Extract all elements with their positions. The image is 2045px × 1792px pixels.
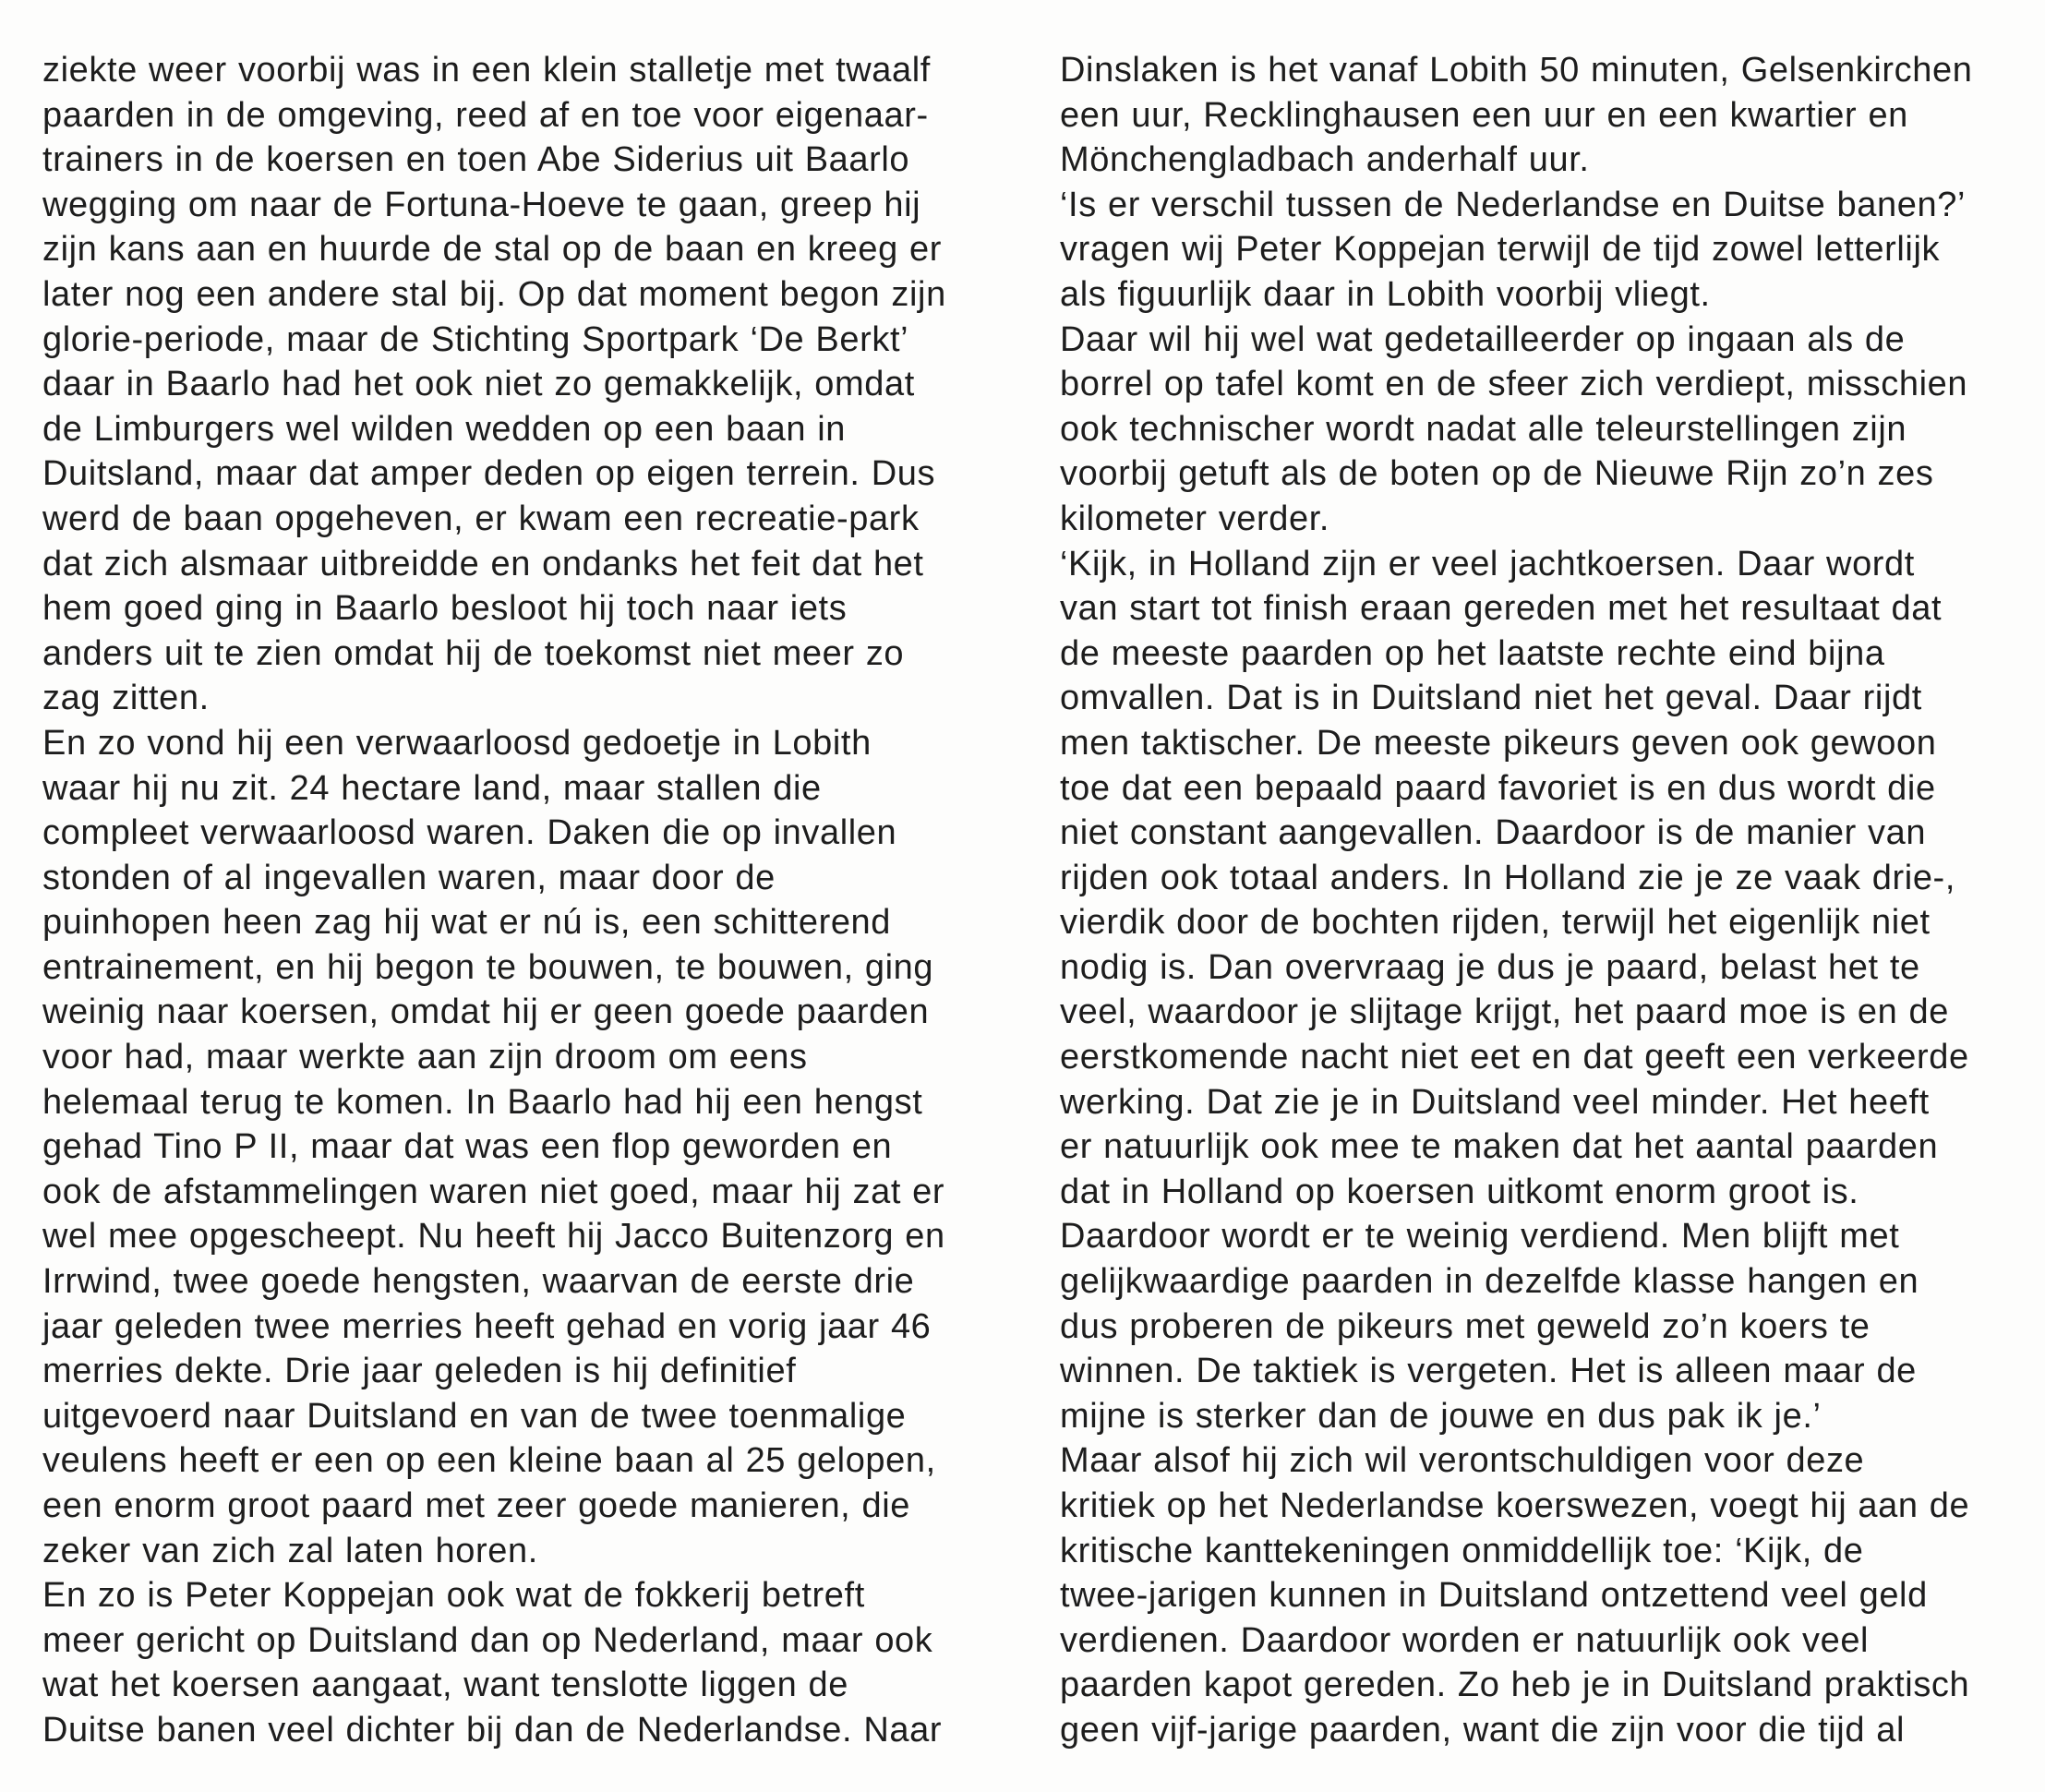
text-line: ziekte weer voorbij was in een klein stalletje met twaalf bbox=[42, 51, 931, 90]
text-line: uitgevoerd naar Duitsland en van de twee toenmalige bbox=[42, 1396, 907, 1436]
text-line: van start tot finish eraan gereden met het resultaat dat bbox=[1060, 589, 1943, 629]
text-line: men taktischer. De meeste pikeurs geven ook gewoon bbox=[1060, 723, 1937, 763]
text-line: entrainement, en hij begon te bouwen, te bouwen, ging bbox=[42, 947, 934, 987]
text-line: paarden kapot gereden. Zo heb je in Duitsland praktisch bbox=[1060, 1666, 1970, 1705]
text-line: daar in Baarlo had het ook niet zo gemakkelijk, omdat bbox=[42, 365, 915, 404]
text-line: Daardoor wordt er te weinig verdiend. Men blijft met bbox=[1060, 1217, 1900, 1257]
text-line: toe dat een bepaald paard favoriet is en dus wordt die bbox=[1060, 768, 1936, 808]
text-line: wel mee opgescheept. Nu heeft hij Jacco Buitenzorg en bbox=[42, 1217, 945, 1257]
text-line: een uur, Recklinghausen een uur en een kwartier en bbox=[1060, 95, 1908, 135]
text-line: zijn kans aan en huurde de stal op de baan en kreeg er bbox=[42, 230, 942, 270]
text-line: Irrwind, twee goede hengsten, waarvan de eerste drie bbox=[42, 1262, 915, 1302]
text-line: En zo vond hij een verwaarloosd gedoetje in Lobith bbox=[42, 723, 872, 763]
text-line: Dinslaken is het vanaf Lobith 50 minuten, Gelsenkirchen bbox=[1060, 51, 1973, 90]
text-line: gehad Tino P II, maar dat was een flop geworden en bbox=[42, 1127, 893, 1167]
text-line: de Limburgers wel wilden wedden op een baan in bbox=[42, 409, 847, 449]
text-line: winnen. De taktiek is vergeten. Het is alleen maar de bbox=[1060, 1352, 1917, 1391]
text-line: werd de baan opgeheven, er kwam een recreatie-park bbox=[42, 499, 920, 538]
text-line: paarden in de omgeving, reed af en toe voor eigenaar- bbox=[42, 95, 929, 135]
text-line: mijne is sterker dan de jouwe en dus pak ik je.’ bbox=[1060, 1396, 1822, 1436]
text-line: Mönchengladbach anderhalf uur. bbox=[1060, 140, 1590, 180]
text-line: En zo is Peter Koppejan ook wat de fokkerij betreft bbox=[42, 1576, 865, 1616]
text-line: weinig naar koersen, omdat hij er geen goede paarden bbox=[42, 992, 930, 1032]
text-line: voorbij getuft als de boten op de Nieuwe Rijn zo’n zes bbox=[1060, 454, 1934, 494]
text-line: rijden ook totaal anders. In Holland zie je ze vaak drie-, bbox=[1060, 858, 1955, 897]
right-text-column bbox=[1060, 48, 2039, 1753]
text-line: compleet verwaarloosd waren. Daken die op invallen bbox=[42, 813, 897, 853]
text-line: veulens heeft er een op een kleine baan al 25 gelopen, bbox=[42, 1441, 936, 1481]
text-line: kritische kanttekeningen onmiddellijk toe: ‘Kijk, de bbox=[1060, 1531, 1864, 1570]
text-line: merries dekte. Drie jaar geleden is hij definitief bbox=[42, 1352, 797, 1391]
text-line: wat het koersen aangaat, want tenslotte liggen de bbox=[42, 1666, 848, 1705]
text-line: dus proberen de pikeurs met geweld zo’n koers te bbox=[1060, 1306, 1871, 1346]
text-line: jaar geleden twee merries heeft gehad en vorig jaar 46 bbox=[42, 1306, 932, 1346]
text-line: stonden of al ingevallen waren, maar door de bbox=[42, 858, 776, 897]
text-line: eerstkomende nacht niet eet en dat geeft een verkeerde bbox=[1060, 1038, 1969, 1077]
text-line: zeker van zich zal laten horen. bbox=[42, 1531, 538, 1570]
text-line: vragen wij Peter Koppejan terwijl de tijd zowel letterlijk bbox=[1060, 230, 1941, 270]
text-line: waar hij nu zit. 24 hectare land, maar stallen die bbox=[42, 768, 822, 808]
text-line: twee-jarigen kunnen in Duitsland ontzettend veel geld bbox=[1060, 1576, 1928, 1616]
text-line: helemaal terug te komen. In Baarlo had hij een hengst bbox=[42, 1082, 923, 1122]
text-line: voor had, maar werkte aan zijn droom om eens bbox=[42, 1038, 808, 1077]
text-line: werking. Dat zie je in Duitsland veel minder. Het heeft bbox=[1060, 1082, 1930, 1122]
text-line: Daar wil hij wel wat gedetailleerder op ingaan als de bbox=[1060, 319, 1906, 359]
text-line: later nog een andere stal bij. Op dat moment begon zijn bbox=[42, 274, 946, 314]
text-line: Duitse banen veel dichter bij dan de Nederlandse. Naar bbox=[42, 1710, 943, 1750]
text-line: ook de afstammelingen waren niet goed, maar hij zat er bbox=[42, 1172, 945, 1211]
text-line: ‘Kijk, in Holland zijn er veel jachtkoersen. Daar wordt bbox=[1060, 544, 1915, 583]
text-line: er natuurlijk ook mee te maken dat het aantal paarden bbox=[1060, 1127, 1939, 1167]
text-line: dat in Holland op koersen uitkomt enorm groot is. bbox=[1060, 1172, 1859, 1211]
text-line: kilometer verder. bbox=[1060, 499, 1330, 538]
text-line: Duitsland, maar dat amper deden op eigen terrein. Dus bbox=[42, 454, 936, 494]
text-line: als figuurlijk daar in Lobith voorbij vliegt. bbox=[1060, 274, 1711, 314]
text-line: omvallen. Dat is in Duitsland niet het geval. Daar rijdt bbox=[1060, 679, 1922, 718]
text-line: glorie-periode, maar de Stichting Sportpark ‘De Berkt’ bbox=[42, 319, 909, 359]
text-line: dat zich alsmaar uitbreidde en ondanks het feit dat het bbox=[42, 544, 924, 583]
text-line: niet constant aangevallen. Daardoor is de manier van bbox=[1060, 813, 1927, 853]
text-line: ook technischer wordt nadat alle teleurstellingen zijn bbox=[1060, 409, 1907, 449]
text-line: nodig is. Dan overvraag je dus je paard, belast het te bbox=[1060, 947, 1920, 987]
left-text-column bbox=[42, 48, 1021, 1753]
text-line: puinhopen heen zag hij wat er nú is, een schitterend bbox=[42, 903, 892, 943]
text-line: veel, waardoor je slijtage krijgt, het paard moe is en de bbox=[1060, 992, 1950, 1032]
text-line: Maar alsof hij zich wil verontschuldigen voor deze bbox=[1060, 1441, 1865, 1481]
text-line: anders uit te zien omdat hij de toekomst niet meer zo bbox=[42, 633, 905, 673]
text-line: zag zitten. bbox=[42, 679, 210, 718]
text-line: geen vijf-jarige paarden, want die zijn voor die tijd al bbox=[1060, 1710, 1905, 1750]
text-line: een enorm groot paard met zeer goede manieren, die bbox=[42, 1486, 910, 1525]
text-line: hem goed ging in Baarlo besloot hij toch naar iets bbox=[42, 589, 848, 629]
text-line: verdienen. Daardoor worden er natuurlijk ook veel bbox=[1060, 1620, 1870, 1660]
text-line: vierdik door de bochten rijden, terwijl het eigenlijk niet bbox=[1060, 903, 1931, 943]
text-line: borrel op tafel komt en de sfeer zich verdiept, misschien bbox=[1060, 365, 1968, 404]
text-line: gelijkwaardige paarden in dezelfde klasse hangen en bbox=[1060, 1262, 1919, 1302]
text-line: de meeste paarden op het laatste rechte eind bijna bbox=[1060, 633, 1885, 673]
text-line: kritiek op het Nederlandse koerswezen, voegt hij aan de bbox=[1060, 1486, 1970, 1525]
text-line: wegging om naar de Fortuna-Hoeve te gaan, greep hij bbox=[42, 185, 921, 224]
text-line: meer gericht op Duitsland dan op Nederland, maar ook bbox=[42, 1620, 933, 1660]
text-line: ‘Is er verschil tussen de Nederlandse en Duitse banen?’ bbox=[1060, 185, 1966, 224]
text-line: trainers in de koersen en toen Abe Siderius uit Baarlo bbox=[42, 140, 910, 180]
